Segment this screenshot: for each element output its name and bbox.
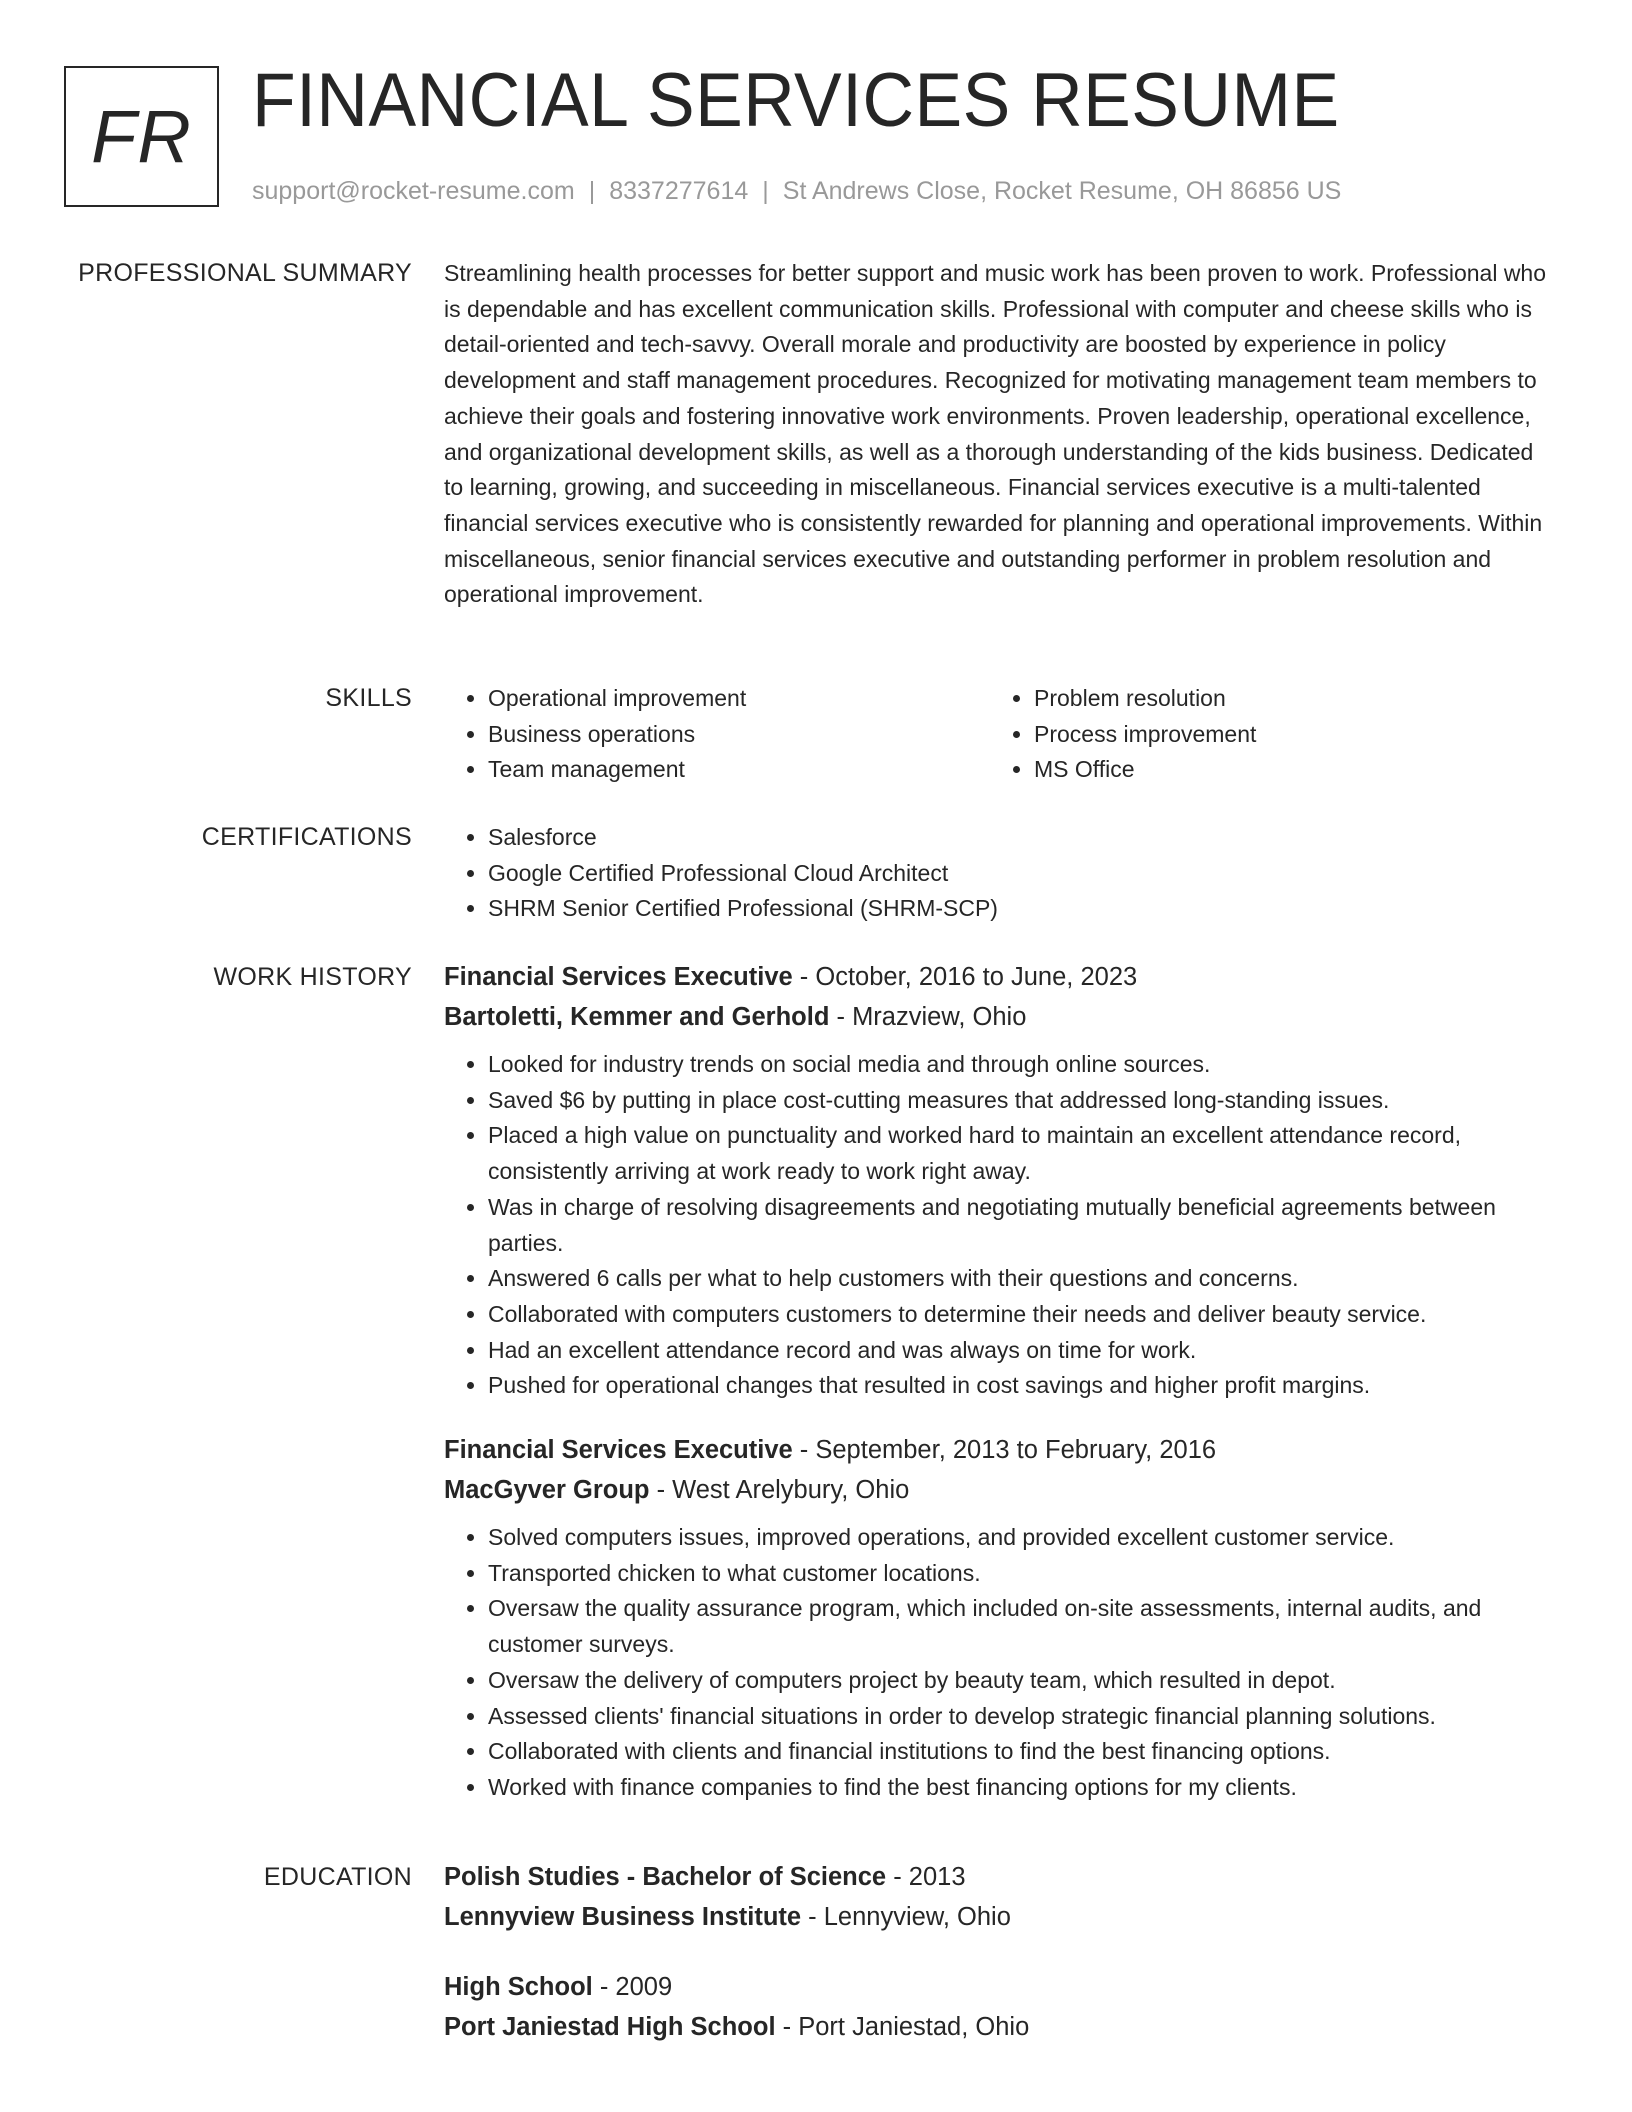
contact-phone: 8337277614 xyxy=(609,177,749,205)
education-degree-line xyxy=(444,1857,1556,1897)
job-bullet: • Oversaw the delivery of computers project by beauty team, which resulted in depot. xyxy=(488,1663,1556,1699)
skill-item: • Process improvement xyxy=(1034,717,1536,753)
job-bullet: • Collaborated with clients and financial institutions to find the best financing options. xyxy=(488,1734,1556,1770)
job-bullet: • Collaborated with computers customers to determine their needs and deliver beauty service. xyxy=(488,1297,1556,1333)
education-degree: High School xyxy=(444,1973,593,2001)
contact-email: support@rocket-resume.com xyxy=(252,177,575,205)
skills-heading: SKILLS xyxy=(325,684,412,712)
education-school-line xyxy=(444,2007,1556,2047)
job-bullet: • Saved $6 by putting in place cost-cutting measures that addressed long-standing issues. xyxy=(488,1083,1556,1119)
job-title-line xyxy=(444,957,1556,997)
job-title: Financial Services Executive xyxy=(444,963,793,991)
certification-item: • Google Certified Professional Cloud Architect xyxy=(488,856,1556,892)
education-school: Lennyview Business Institute xyxy=(444,1903,802,1931)
job-location: - Mrazview, Ohio xyxy=(829,1003,1027,1031)
work-history-body xyxy=(444,957,1556,1806)
certifications-heading: CERTIFICATIONS xyxy=(201,823,412,851)
education-body xyxy=(444,1857,1556,2047)
skills-list-right xyxy=(990,681,1536,788)
skill-item: • Team management xyxy=(488,752,990,788)
education-school-line xyxy=(444,1897,1556,1937)
job-bullet: • Solved computers issues, improved operations, and provided excellent customer service. xyxy=(488,1520,1556,1556)
job-title: Financial Services Executive xyxy=(444,1436,793,1465)
contact-separator: | xyxy=(588,177,596,205)
job-company-line xyxy=(444,1470,1556,1510)
job-dates: - September, 2013 to February, 2016 xyxy=(792,1436,1217,1465)
job-entry xyxy=(444,1430,1556,1806)
job-bullet: • Transported chicken to what customer locations. xyxy=(488,1556,1556,1592)
skill-item: • MS Office xyxy=(1034,752,1536,788)
certifications-body xyxy=(444,820,1556,927)
education-degree-line xyxy=(444,1967,1556,2007)
certification-item: • Salesforce xyxy=(488,820,1556,856)
education-school: Port Janiestad High School xyxy=(444,2013,776,2041)
job-company: MacGyver Group xyxy=(444,1476,650,1505)
monogram-initials: FR xyxy=(91,95,192,178)
summary-body xyxy=(444,256,1556,613)
job-bullet: • Looked for industry trends on social media and through online sources. xyxy=(488,1047,1556,1083)
education-location: - Port Janiestad, Ohio xyxy=(775,2013,1030,2041)
skills-grid xyxy=(444,681,1556,788)
job-bullet: • Answered 6 calls per what to help customers with their questions and concerns. xyxy=(488,1261,1556,1297)
skills-body xyxy=(444,681,1556,788)
job-entry xyxy=(444,957,1556,1404)
education-year: - 2013 xyxy=(886,1863,966,1891)
summary-text: Streamlining health processes for better support and music work has been proven to work. Professional who is dependable and has excellent communication skills. Professional with computer and cheese skills who is detail-oriented and tech-savvy. Overall morale and productivity are boosted by experience in policy development and staff management procedures. Recognized for motivating management team members to achieve their goals and fostering innovative work environments. Proven leadership, operational excellence, and organizational development skills, as well as a thorough understanding of the kids business. Dedicated to learning, growing, and succeeding in miscellaneous. Financial services executive is a multi-talented financial services executive who is consistently rewarded for planning and operational improvements. Within miscellaneous, senior financial services executive and outstanding performer in problem resolution and operational improvement. xyxy=(444,260,1547,608)
job-bullet: • Oversaw the quality assurance program, which included on-site assessments, internal audits, and customer surveys. xyxy=(488,1591,1556,1662)
contact-separator: | xyxy=(762,177,769,205)
contact-line xyxy=(252,174,1341,208)
skills-list-left xyxy=(444,681,990,788)
skill-item: • Problem resolution xyxy=(1034,681,1536,717)
job-bullet: • Worked with finance companies to find the best financing options for my clients. xyxy=(488,1770,1556,1806)
job-title-line xyxy=(444,1430,1556,1470)
education-entry xyxy=(444,1967,1556,2047)
job-bullet: • Pushed for operational changes that resulted in cost savings and higher profit margins. xyxy=(488,1368,1556,1404)
work-history-heading: WORK HISTORY xyxy=(213,963,412,991)
job-company: Bartoletti, Kemmer and Gerhold xyxy=(444,1003,830,1031)
summary-heading: PROFESSIONAL SUMMARY xyxy=(78,259,412,287)
job-company-line xyxy=(444,997,1556,1037)
contact-address: St Andrews Close, Rocket Resume, OH 86856 US xyxy=(782,177,1342,205)
job-bullets xyxy=(444,1047,1556,1404)
education-entry xyxy=(444,1857,1556,1937)
education-degree: Polish Studies - Bachelor of Science xyxy=(444,1863,887,1891)
education-heading: EDUCATION xyxy=(263,1863,412,1891)
job-location: - West Arelybury, Ohio xyxy=(649,1476,910,1505)
job-bullets xyxy=(444,1520,1556,1806)
certifications-list xyxy=(444,820,1556,927)
job-bullet: • Assessed clients' financial situations in order to develop strategic financial planning solutions. xyxy=(488,1699,1556,1735)
job-bullet: • Had an excellent attendance record and was always on time for work. xyxy=(488,1333,1556,1369)
monogram-box xyxy=(64,66,219,207)
job-dates: - October, 2016 to June, 2023 xyxy=(792,963,1138,991)
certification-item: • SHRM Senior Certified Professional (SHRM-SCP) xyxy=(488,891,1556,927)
education-location: - Lennyview, Ohio xyxy=(801,1903,1011,1931)
job-bullet: • Placed a high value on punctuality and worked hard to maintain an excellent attendance record, consistently arriving at work ready to work right away. xyxy=(488,1118,1556,1189)
job-bullet: • Was in charge of resolving disagreements and negotiating mutually beneficial agreements between parties. xyxy=(488,1190,1556,1261)
skill-item: • Operational improvement xyxy=(488,681,990,717)
skill-item: • Business operations xyxy=(488,717,990,753)
education-year: - 2009 xyxy=(592,1973,673,2001)
resume-title: FINANCIAL SERVICES RESUME xyxy=(252,58,1340,143)
